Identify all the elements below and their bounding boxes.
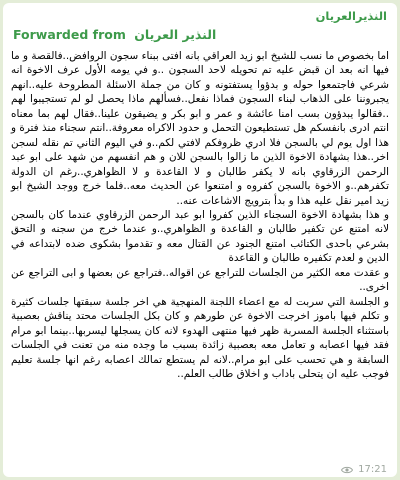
forwarded-from-name[interactable]: النذير العريان bbox=[134, 27, 217, 42]
message-text bbox=[11, 49, 389, 381]
sender-name[interactable]: النذيرالعريان bbox=[315, 9, 387, 23]
message-meta bbox=[341, 464, 387, 475]
message-paragraph: اما بخصوص ما نسب للشيخ ابو زيد العراقي بانه افتى ببناء سجون الروافض..فالقصة و ما فيها انه بعد ان قبض عليه تم تحويله لاحد السجون ..و في يومه الأول عرف الاخوة انه شرعي فاجتمعوا حوله و بدؤوا يستفتونه و كان من جملة الاسئلة المطروحة عليه..انهم يجبروننا على الذهاب لبناء السجون فماذا نفعل..فسألهم ماذا يحصل لو لم تستجيبوا لهم ..فقالوا يبدؤون بسب امنا عائشة و عمر و ابو بكر و يضيقون علينا..فقال لهم بما معناه انتم ادرى بانفسكم هل تستطيعون التحمل و حدود الاكراه معروفة..انتم سجناء منذ فترة و هذا اول يوم لي بالسجن فلا ادري ظروفكم لافتي لكم..و في اليوم الثاني تم نقله لسجن اخر..هذا بشهادة الاخوة الذين ما زالوا بالسجن للان و هم انفسهم من شهد على ابو عبد الرحمن الزرقاوي بانه لا يكفر طالبان و لا القاعدة و لا الظواهري..رغم ان الدولة تكفرهم..و الاخوة بالسجن كفروه و امتنعوا عن الحديث معه..فلما خرج ووجد الشيخ ابو زيد امير نقل عليه هذا و بدأ بترويج الاشاعات عنه.. bbox=[11, 50, 389, 207]
forwarded-header[interactable] bbox=[13, 27, 389, 47]
message-paragraph: و الجلسة التي سربت له مع اعضاء اللجنة المنهجية هي اخر جلسة سبقتها جلسات كثيرة و تكلم فيها باموز اخرجت الاخوة عن طورهم و كان بكل الجلسات محتد يناقش بعصبية باستثناء الجلسة المسربة ظهر فيها منتهى الهدوء لانه كان يسجلها ليسربها..بينما ابو مرام فقد فيها اعصابه و تعامل معه بعصبية زائدة بسبب ما وجده منه من تعنت في الجلسات السابقة و هي تحسب على ابو مرام..لانه لم يستطع تمالك اعصابه رغم انها جلسة تعليم فوجب عليه ان يتحلى باداب و اخلاق طالب العلم.. bbox=[11, 295, 389, 380]
forwarded-label: Forwarded from bbox=[13, 27, 126, 42]
message-paragraph: و عقدت معه الكثير من الجلسات للتراجع عن اقواله..فتراجع عن بعضها و ابى التراجع عن اخرى.. bbox=[11, 266, 389, 294]
message-time: 17:21 bbox=[358, 464, 387, 475]
eye-icon bbox=[341, 465, 353, 475]
message-bubble bbox=[3, 3, 397, 477]
message-paragraph: و هذا بشهادة الاخوة السجناء الذين كفروا ابو عبد الرحمن الزرقاوي عندما كان بالسجن لانه امتنع عن تكفير طالبان و القاعدة و الظواهري..و عندما خرج من سجنه و التحق بشرعي باحدى الكتائب امتنع الجنود عن القتال معه و تقدموا بشكوى ضده لابتداعه في الدين و لعدم تكفيره طالبان و القاعدة bbox=[11, 208, 389, 265]
